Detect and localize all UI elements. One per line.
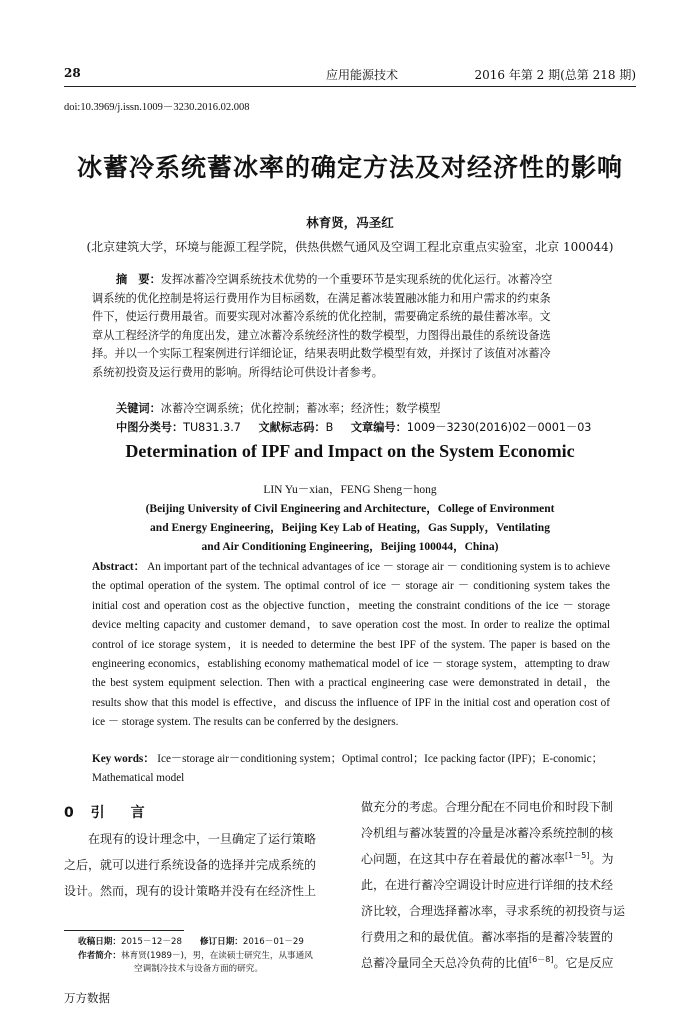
affiliation-cn: (北京建筑大学，环境与能源工程学院，供热供燃气通风及空调工程北京重点实验室，北京 100044): [86, 240, 614, 254]
abstract-cn-line: 章从工程经济学的角度出发，建立冰蓄冷系统经济性的数学模型，力图得出最佳的系统设备选: [92, 328, 551, 342]
keywords-en-label: Key words：: [92, 753, 155, 765]
abstract-cn: [92, 270, 610, 383]
bio-line: 林育贤(1989－)，男，在读硕士研究生，从事通风: [120, 950, 313, 961]
body-right-line: 做充分的考虑。合理分配在不同电价和时段下制: [361, 800, 614, 814]
journal-name: 应用能源技术: [326, 68, 399, 82]
revised-label: 修订日期：: [199, 937, 243, 947]
body-right-text: 心问题，在这其中存在着最优的蓄冰率: [361, 852, 566, 866]
keywords-en: [92, 750, 610, 789]
body-left-line: 之后，就可以进行系统设备的选择并完成系统的: [64, 858, 317, 872]
abstract-cn-line: 调系统的优化控制是将运行费用作为目标函数，在满足蓄冰装置融冰能力和用户需求的约束条: [92, 291, 551, 305]
article-number: 1009－3230(2016)02－0001－03: [406, 421, 592, 434]
keywords-cn-label: 关键词：: [116, 401, 161, 415]
title-cn: 冰蓄冷系统蓄冰率的确定方法及对经济性的影响: [76, 153, 623, 182]
bio-line: 空调制冷技术与设备方面的研究。: [134, 964, 263, 974]
bio-label: 作者简介：: [78, 950, 121, 961]
abstract-cn-line: 发挥冰蓄冷空调系统技术优势的一个重要环节是实现系统的优化运行。冰蓄冷空: [160, 273, 553, 286]
article-number-label: 文章编号：: [350, 420, 407, 434]
doi: doi:10.3969/j.issn.1009－3230.2016.02.008: [64, 102, 250, 113]
affiliation-en: [100, 500, 600, 557]
abstract-cn-line: 系统初投资及运行费用的影响。所得结论可供设计者参考。: [92, 365, 383, 379]
doc-code-label: 文献标志码：: [258, 420, 326, 434]
section-number: 0: [64, 805, 80, 821]
body-right-line: 此，在进行蓄冷空调设计时应进行详细的技术经: [361, 878, 614, 892]
body-right-line: 济比较，合理选择蓄冰率，寻求系统的初投资与运: [361, 904, 626, 918]
body-left-column: [64, 826, 336, 904]
page-number: 28: [64, 66, 81, 80]
abstract-en: [92, 558, 610, 733]
clc-number: TU831.3.7: [183, 421, 241, 434]
authors-en: LIN Yu－xian，FENG Sheng－hong: [263, 484, 437, 496]
body-right-text: 。为: [589, 852, 614, 866]
issue-info: 2016 年第 2 期(总第 218 期): [474, 68, 636, 82]
body-right-text: 总蓄冷量同全天总冷负荷的比值: [361, 956, 530, 970]
keywords-cn-text: 冰蓄冷空调系统；优化控制；蓄冰率；经济性；数学模型: [160, 402, 441, 415]
abstract-cn-line: 择。并以一个实际工程案例进行详细论证，结果表明此数学模型有效，并探讨了该值对冰蓄冷: [92, 347, 551, 361]
footer-watermark: 万方数据: [64, 991, 110, 1005]
body-right-line: 冷机组与蓄冰装置的冷量是冰蓄冷系统控制的核: [361, 826, 614, 840]
affiliation-en-line: and Energy Engineering，Beijing Key Lab of Heating，Gas Supply，Ventilating: [150, 522, 550, 534]
affiliation-en-line: and Air Conditioning Engineering，Beijing 100044，China): [201, 541, 499, 553]
classification-line: [116, 419, 605, 435]
citation-ref: [6－8]: [529, 955, 554, 964]
section-title: 引 言: [90, 805, 151, 821]
body-right-text: 。它是反应: [553, 956, 614, 970]
abstract-cn-label: 摘 要：: [116, 272, 161, 286]
abstract-en-label: Abstract：: [92, 561, 145, 573]
body-right-line: 行费用之和的最优值。蓄冰率指的是蓄冷装置的: [361, 930, 614, 944]
abstract-en-text: An important part of the technical advantages of ice － storage air － conditioning system is to achieve the optimal operation of the system. The optimal control of ice － storage air － conditioning system takes the initial cost and operation cost as the objective function，meeting the constraint conditions of the ice － storage device melting capacity and customer demand，to save operation cost the most. In order to realize the optimal control of ice storage system，it is needed to determine the best IPF of the system. The paper is based on the engineering economics，establishing economy mathematical model of ice － storage system，attempting to draw the best system equipment selection. Then with a practical engineering case were demonstrated in detail，the results show that this model is effective，and discuss the influence of IPF in the initial cost and operation cost of ice － storage system. The results can be conferred by the designers.: [92, 561, 610, 729]
doc-code: B: [325, 421, 334, 434]
keywords-en-text: Ice－storage air－conditioning system；Optimal control；Ice packing factor (IPF)；E-conomic；Mathematical model: [92, 753, 603, 785]
footnote: [64, 936, 339, 977]
authors-cn: 林育贤，冯圣红: [306, 215, 394, 230]
running-header: [64, 64, 636, 86]
footnote-rule: [64, 930, 184, 931]
keywords-cn: [116, 400, 440, 416]
revised-date: 2016－01－29: [242, 937, 304, 947]
clc-label: 中图分类号：: [116, 420, 184, 434]
title-en: Determination of IPF and Impact on the System Economic: [125, 441, 575, 461]
body-left-line: 在现有的设计理念中，一旦确定了运行策略: [88, 832, 317, 846]
section-heading: [64, 802, 151, 822]
received-date: 2015－12－28: [120, 937, 182, 947]
header-rule: [64, 86, 636, 87]
affiliation-en-line: (Beijing University of Civil Engineering and Architecture，College of Environment: [145, 503, 555, 515]
body-right-line: [361, 950, 637, 976]
body-right-line: [361, 846, 637, 872]
citation-ref: [1－5]: [565, 851, 590, 860]
body-right-column: [361, 794, 637, 976]
body-left-line: 设计。然而，现有的设计策略并没有在经济性上: [64, 884, 317, 898]
received-label: 收稿日期：: [78, 937, 121, 947]
abstract-cn-line: 件下，使运行费用最省。而要实现对冰蓄冷系统的优化控制，需要确定系统的最佳蓄冰率。文: [92, 310, 551, 324]
